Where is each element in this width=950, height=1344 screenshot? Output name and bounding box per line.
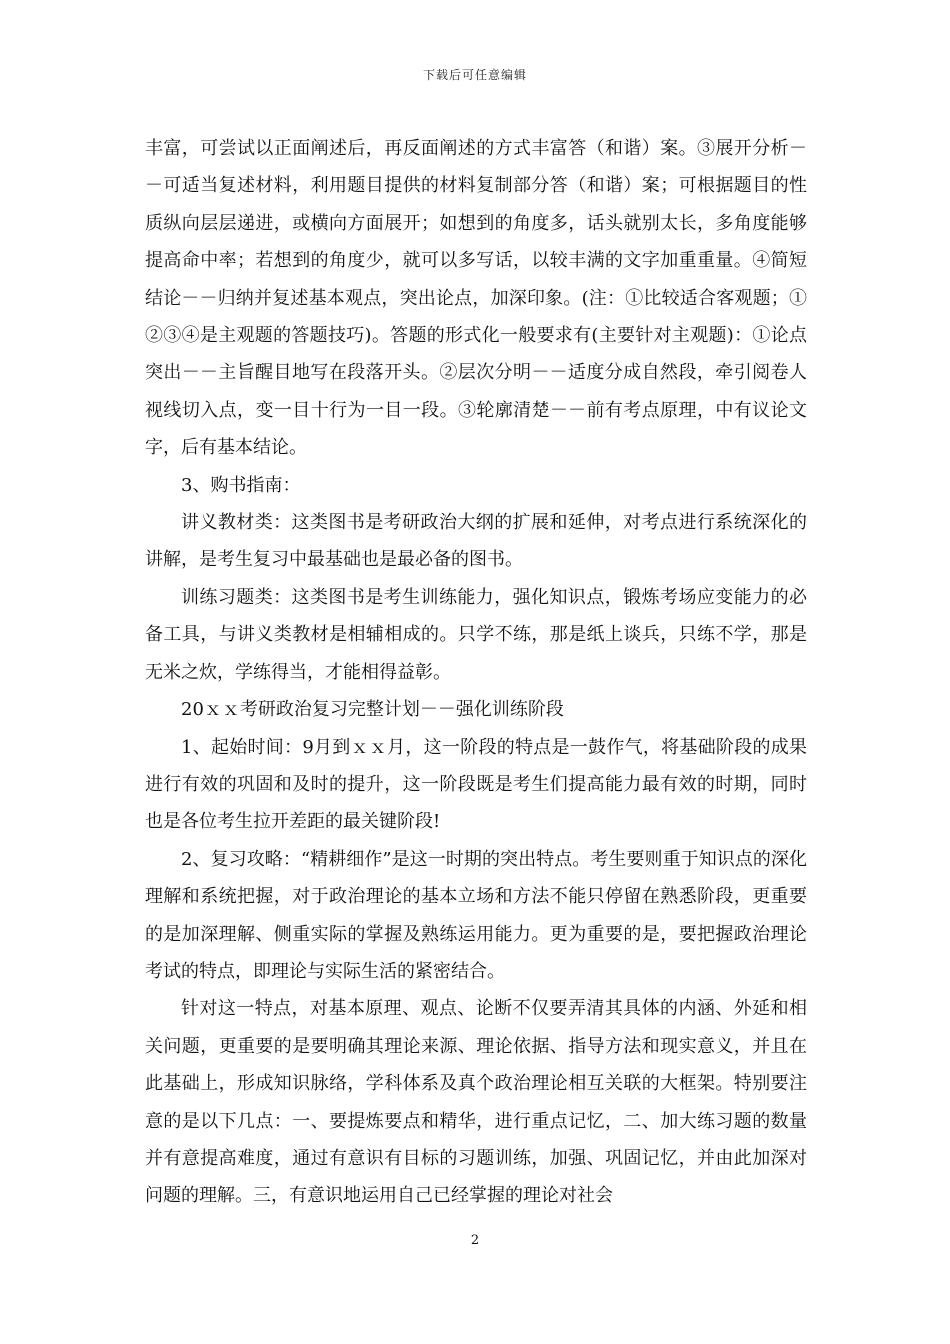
section-heading-intensive-stage: 20ｘｘ考研政治复习完整计划－－强化训练阶段 — [181, 699, 564, 721]
paragraph-exercise-books: 训练习题类：这类图书是考生训练能力，强化知识点，锻炼考场应变能力的必备工具，与讲义类教材是相辅相成的。只学不练，那是纸上谈兵，只练不学，那是无米之炊，学练得当，才能相得益彰。 — [145, 586, 807, 683]
paragraph-start-time: 1、起始时间：9月到ｘｘ月，这一阶段的特点是一鼓作气，将基础阶段的成果进行有效的巩固和及时的提升，这一阶段既是考生们提高能力最有效的时期，同时也是各位考生拉开差距的最关键阶段! — [145, 736, 807, 833]
document-body — [145, 130, 807, 1215]
paragraph-textbooks: 讲义教材类：这类图书是考研政治大纲的扩展和延伸，对考点进行系统深化的讲解，是考生复习中最基础也是最必备的图书。 — [145, 512, 807, 571]
paragraph-key-points: 针对这一特点，对基本原理、观点、论断不仅要弄清其具体的内涵、外延和相关问题，更重要的是要明确其理论来源、理论依据、指导方法和现实意义，并且在此基础上，形成知识脉络，学科体系及真个政治理论相互关联的大框架。特别要注意的是以下几点：一、要提炼要点和精华，进行重点记忆，二、加大练习题的数量并有意提高难度，通过有意识有目标的习题训练，加强、巩固记忆，并由此加深对问题的理解。三，有意识地运用自己已经掌握的理论对社会 — [145, 998, 807, 1207]
page-header: 下载后可任意编辑 — [422, 68, 527, 82]
paragraph-review-strategy: 2、复习攻略：“精耕细作”是这一时期的突出特点。考生要则重于知识点的深化理解和系统把握，对于政治理论的基本立场和方法不能只停留在熟悉阶段，更重要的是加深理解、侧重实际的掌握及熟练运用能力。更为重要的是，要把握政治理论考试的特点，即理论与实际生活的紧密结合。 — [145, 848, 807, 982]
page-number: 2 — [470, 1233, 480, 1248]
paragraph-answer-techniques: 丰富，可尝试以正面阐述后，再反面阐述的方式丰富答（和谐）案。③展开分析－－可适当复述材料，利用题目提供的材料复制部分答（和谐）案；可根据题目的性质纵向层层递进，或横向方面展开；如想到的角度多，话头就别太长，多角度能够提高命中率；若想到的角度少，就可以多写话，以较丰满的文字加重重量。④简短结论－－归纳并复述基本观点，突出论点，加深印象。(注：①比较适合客观题；①②③④是主观题的答题技巧)。答题的形式化一般要求有(主要针对主观题)：①论点突出－－主旨醒目地写在段落开头。②层次分明－－适度分成自然段，牵引阅卷人视线切入点，变一目十行为一目一段。③轮廓清楚－－前有考点原理，中有议论文字，后有基本结论。 — [145, 138, 807, 459]
paragraph-book-guide-heading: 3、购书指南： — [181, 474, 301, 496]
